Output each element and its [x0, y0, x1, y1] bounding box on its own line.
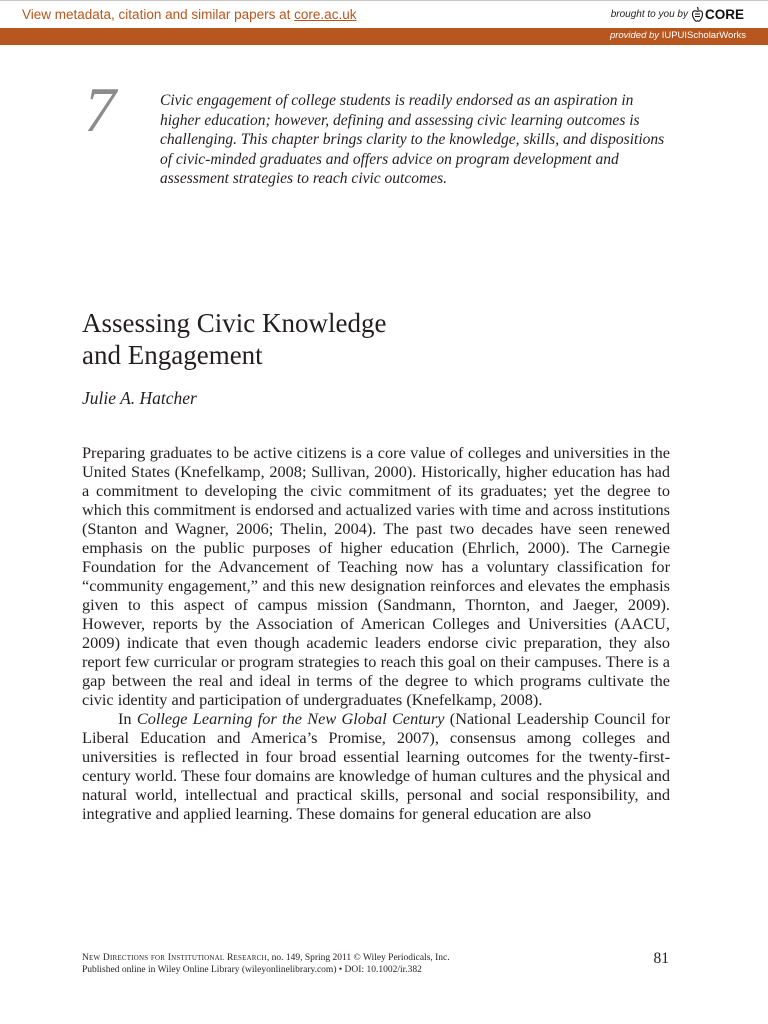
core-apple-icon	[691, 6, 704, 23]
paragraph-2-rest: (National Leadership Council for Liberal Education and America’s Promise, 2007), consensus among colleges and universities is reflected in four broad essential learning outcomes for the twenty-first-century world. These four domains are knowledge of human cultures and the physical and natural world, intellectual and practical skills, personal and social responsibility, and integrative and applied learning. These domains for general education are also	[82, 708, 671, 823]
core-banner	[0, 0, 768, 29]
chapter-abstract: Civic engagement of college students is readily endorsed as an aspiration in higher education; however, defining and assessing civic learning outcomes is challenging. This chapter brings clarity to the knowledge, skills, and dispositions of civic-minded graduates and offers advice on program development and assessment strategies to reach civic outcomes.	[160, 92, 665, 188]
paragraph-1: Preparing graduates to be active citizens is a core value of colleges and universities in the United States (Knefelkamp, 2008; Sullivan, 2000). Historically, higher education has had a commitment to developing the civic commitment of its graduates; yet the degree to which this commitment is endorsed and actualized varies with time and across institutions (Stanton and Wagner, 2006; Thelin, 2004). The past two decades have seen renewed emphasis on the public purposes of higher education (Ehrlich, 2000). The Carnegie Foundation for the Advancement of Teaching now has a voluntary classification for “community engagement,” and this new designation reinforces and elevates the emphasis given to this aspect of campus mission (Sandmann, Thornton, and Jaeger, 2009). However, reports by the Association of American Colleges and Universities (AACU, 2009) indicate that even though academic leaders endorse civic preparation, they also report few curricular or program strategies to reach this goal on their campuses. There is a gap between the real and ideal in terms of the degree to which programs cultivate the civic identity and participation of undergraduates (Knefelkamp, 2008).	[82, 443, 670, 709]
core-link[interactable]: core.ac.uk	[294, 7, 357, 22]
page-number: 81	[653, 950, 669, 967]
provider-name: IUPUIScholarWorks	[661, 30, 746, 41]
core-logo[interactable]	[691, 6, 744, 23]
body-text	[82, 443, 670, 823]
core-metadata-notice	[22, 7, 356, 22]
chapter-title	[82, 307, 602, 371]
provided-by-bar	[0, 28, 768, 45]
chapter-number: 7	[84, 74, 116, 145]
core-view-text: View metadata, citation and similar papers at	[22, 7, 291, 22]
core-logo-text: CORE	[704, 7, 744, 22]
core-brought-by[interactable]	[611, 6, 744, 23]
page-footer	[82, 952, 672, 976]
provided-by-label: provided by	[609, 30, 660, 41]
provider-notice[interactable]	[610, 30, 746, 41]
journal-name: New Directions for Institutional Research	[82, 953, 267, 963]
title-line-2: and Engagement	[82, 340, 263, 370]
author-name: Julie A. Hatcher	[82, 388, 197, 408]
footer-citation	[82, 952, 672, 964]
paragraph-2	[82, 709, 670, 823]
footer-published: Published online in Wiley Online Library (wileyonlinelibrary.com) • DOI: 10.1002/ir.382	[82, 965, 422, 975]
title-line-1: Assessing Civic Knowledge	[82, 308, 387, 338]
paragraph-2-lead: In	[118, 708, 137, 728]
citation-details: , no. 149, Spring 2011 © Wiley Periodicals, Inc.	[266, 953, 450, 963]
book-title: College Learning for the New Global Century	[136, 708, 445, 728]
core-brought-text: brought to you by	[610, 9, 688, 20]
